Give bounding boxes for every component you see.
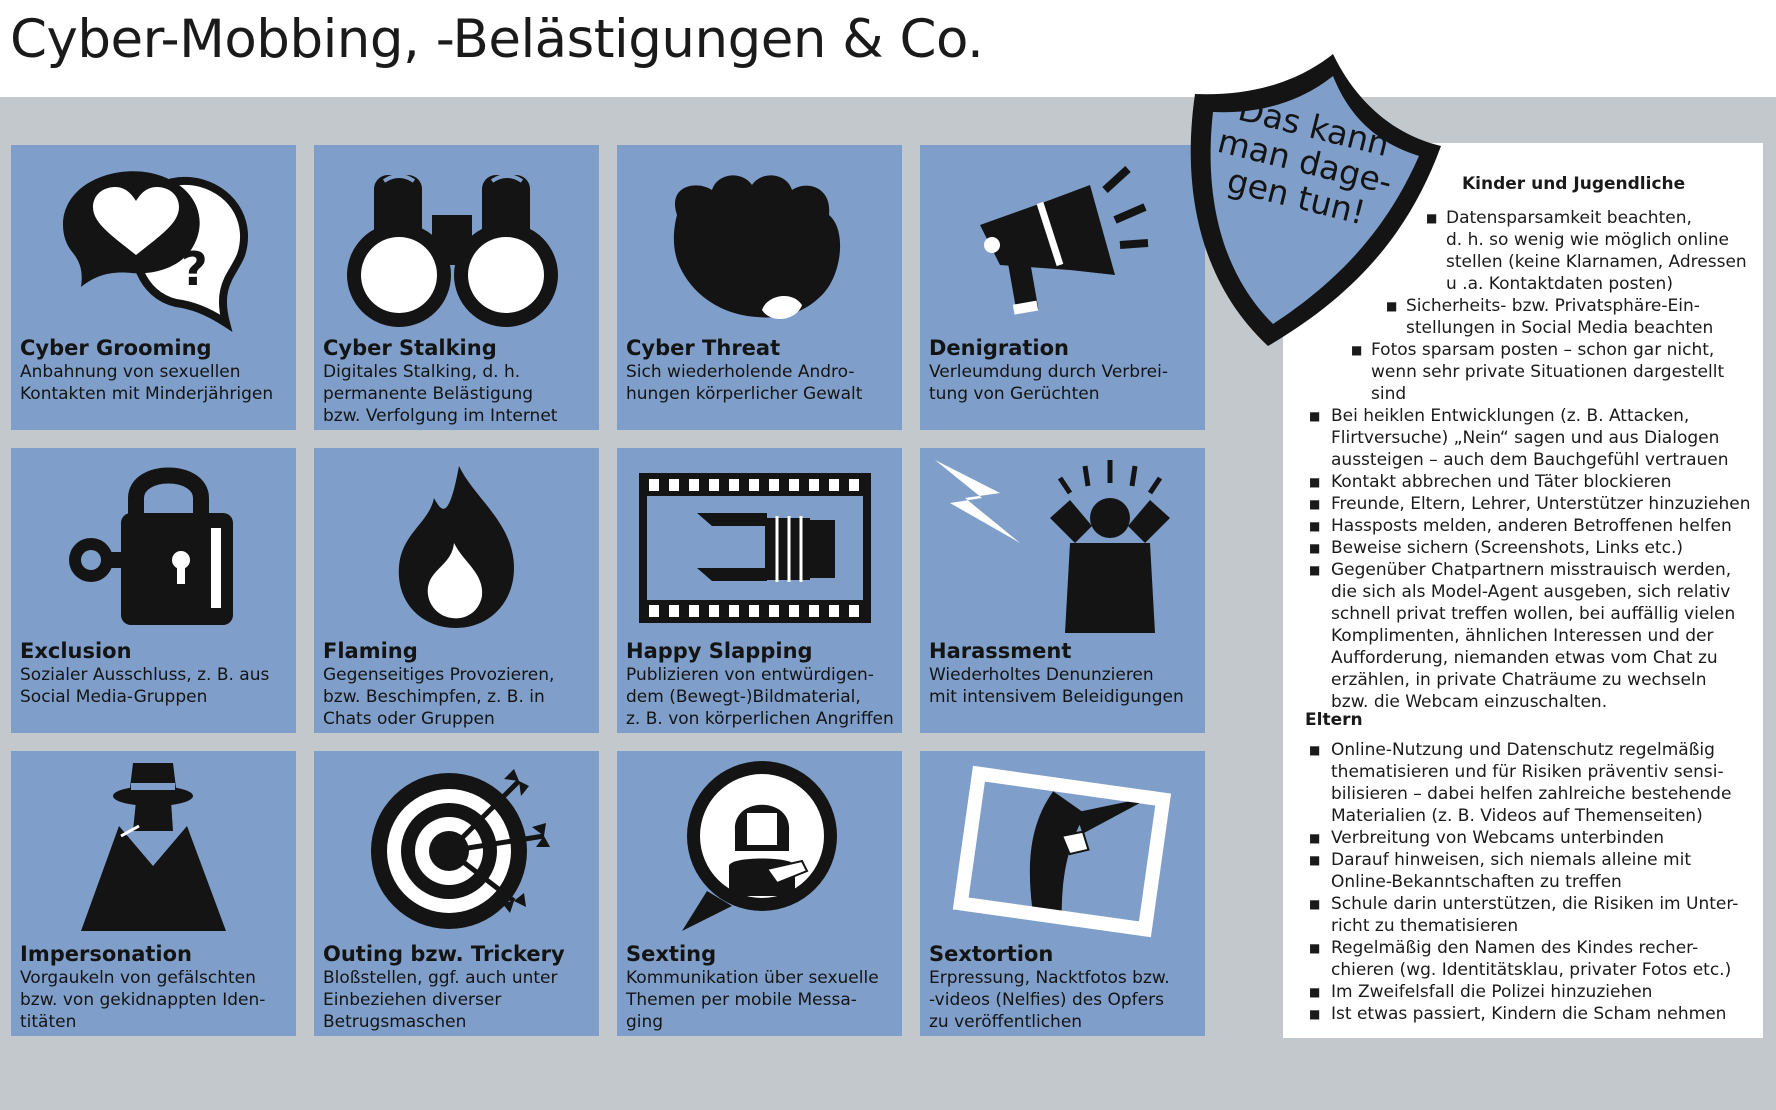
bullet-icon: ■ [1351, 343, 1363, 357]
tile-description: Sich wiederholende Andro- hungen körperlicher Gewalt [626, 362, 863, 404]
bullet-icon: ■ [1309, 563, 1321, 577]
tile-title: Exclusion [20, 639, 132, 663]
spy-hat-coat-icon [11, 751, 296, 951]
bullet-icon: ■ [1386, 299, 1398, 313]
bullet-icon: ■ [1309, 897, 1321, 911]
bullet-icon: ■ [1309, 409, 1321, 423]
tile-flaming [314, 448, 599, 733]
photo-touching-icon [920, 751, 1205, 951]
speech-bubbles-heart-question-icon [11, 145, 296, 345]
tile-impersonation [11, 751, 296, 1036]
list-item [1309, 537, 1761, 559]
speech-bubble-woman-icon [617, 751, 902, 951]
list-item [1309, 515, 1761, 537]
target-arrows-icon [314, 751, 599, 951]
tile-title: Sexting [626, 942, 717, 966]
tile-title: Flaming [323, 639, 418, 663]
tile-description: Bloßstellen, ggf. auch unter Einbeziehen diverser Betrugsmaschen [323, 968, 558, 1032]
bullet-icon: ■ [1309, 831, 1321, 845]
bullet-icon: ■ [1309, 853, 1321, 867]
bullet-icon: ■ [1309, 541, 1321, 555]
bullet-icon: ■ [1426, 211, 1438, 225]
tile-harassment [920, 448, 1205, 733]
list-item [1309, 471, 1761, 493]
tile-title: Outing bzw. Trickery [323, 942, 565, 966]
list-item-text: Gegenüber Chatpartnern misstrauisch werden, die sich als Model-Agent ausgeben, sich relativ schnell privat treffen wollen, bei auffällig vielen Komplimenten, ähnlichen Interessen und der Aufforderung, niemanden etwas vom Chat zu erzählen, in private Chaträume zu wechseln bzw. die Webcam einzuschalten. [1331, 560, 1736, 712]
bullet-icon: ■ [1309, 743, 1321, 757]
flame-icon [314, 448, 599, 648]
tile-description: Digitales Stalking, d. h. permanente Belästigung bzw. Verfolgung im Internet [323, 362, 558, 426]
tile-title: Sextortion [929, 942, 1054, 966]
tile-description: Vorgaukeln von gefälschten bzw. von gekidnappten Iden- titäten [20, 968, 266, 1032]
tile-description: Publizieren von entwürdigen- dem (Bewegt-)Bildmaterial, z. B. von körperlichen Angriffen [626, 665, 894, 729]
tile-denigration [920, 145, 1205, 430]
list-item [1309, 559, 1761, 713]
tile-title: Cyber Stalking [323, 336, 497, 360]
parents-list [1309, 739, 1761, 1025]
tile-sexting [617, 751, 902, 1036]
list-item-text: Schule darin unterstützen, die Risiken im Unter- richt zu thematisieren [1331, 894, 1739, 936]
megaphone-icon [920, 145, 1205, 345]
list-item [1309, 849, 1761, 893]
padlock-key-icon [11, 448, 296, 648]
tile-description: Kommunikation über sexuelle Themen per mobile Messa- ging [626, 968, 879, 1032]
tile-description: Sozialer Ausschluss, z. B. aus Social Media-Gruppen [20, 665, 270, 707]
list-item-text: Ist etwas passiert, Kindern die Scham nehmen [1331, 1004, 1727, 1024]
list-item-text: Sicherheits- bzw. Privatsphäre-Ein- stellungen in Social Media beachten [1406, 296, 1714, 338]
list-item-text: Verbreitung von Webcams unterbinden [1331, 828, 1665, 848]
list-item-text: Datensparsamkeit beachten, d. h. so wenig wie möglich online stellen (keine Klarnamen, Adressen u .a. Kontaktdaten posten) [1446, 208, 1747, 294]
list-item-text: Hassposts melden, anderen Betroffenen helfen [1331, 516, 1732, 536]
binoculars-icon [314, 145, 599, 345]
tile-outing-trickery [314, 751, 599, 1036]
tile-cyber-grooming [11, 145, 296, 430]
list-item [1309, 1003, 1761, 1025]
list-item [1309, 493, 1761, 515]
tile-description: Gegenseitiges Provozieren, bzw. Beschimpfen, z. B. in Chats oder Gruppen [323, 665, 555, 729]
tile-title: Denigration [929, 336, 1069, 360]
tile-happy-slapping [617, 448, 902, 733]
tile-description: Verleumdung durch Verbrei- tung von Gerüchten [929, 362, 1168, 404]
tile-title: Happy Slapping [626, 639, 813, 663]
stressed-person-lightning-icon [920, 448, 1205, 648]
bullet-icon: ■ [1309, 1007, 1321, 1021]
kids-section-title: Kinder und Jugendliche [1462, 174, 1686, 194]
list-item-text: Regelmäßig den Namen des Kindes recher- chieren (wg. Identitätsklau, privater Fotos etc.) [1331, 938, 1732, 980]
fist-icon [617, 145, 902, 345]
list-item [1309, 827, 1761, 849]
list-item-text: Online-Nutzung und Datenschutz regelmäßig thematisieren und für Risiken präventiv sensi- bilisieren – dabei helfen zahlreiche bestehende Materialien (z. B. Videos auf Themenseiten) [1331, 740, 1732, 826]
list-item-text: Beweise sichern (Screenshots, Links etc.) [1331, 538, 1683, 558]
list-item-text: Darauf hinweisen, sich niemals alleine mit Online-Bekanntschaften zu treffen [1331, 850, 1691, 892]
svg-text:?: ? [181, 242, 208, 296]
tile-exclusion [11, 448, 296, 733]
tile-cyber-threat [617, 145, 902, 430]
list-item-text: Freunde, Eltern, Lehrer, Unterstützer hinzuziehen [1331, 494, 1751, 514]
tile-cyber-stalking [314, 145, 599, 430]
page-title: Cyber-Mobbing, -Belästigungen & Co. [10, 9, 984, 70]
tile-description: Anbahnung von sexuellen Kontakten mit Minderjährigen [20, 362, 274, 404]
bullet-icon: ■ [1309, 985, 1321, 999]
list-item-text: Bei heiklen Entwicklungen (z. B. Attacken, Flirtversuche) „Nein“ sagen und aus Dialogen aussteigen – auch dem Bauchgefühl vertrauen [1331, 406, 1729, 470]
list-item-text: Kontakt abbrechen und Täter blockieren [1331, 472, 1672, 492]
bullet-icon: ■ [1309, 941, 1321, 955]
list-item [1309, 937, 1761, 981]
tile-title: Cyber Grooming [20, 336, 212, 360]
shield-text: Das kann man dage- gen tun! [1213, 89, 1397, 233]
parents-section-title: Eltern [1305, 710, 1363, 730]
tile-description: Erpressung, Nacktfotos bzw. -videos (Nelfies) des Opfers zu veröffentlichen [929, 968, 1170, 1032]
tile-sextortion [920, 751, 1205, 1036]
bullet-icon: ■ [1309, 475, 1321, 489]
list-item [1309, 893, 1761, 937]
bullet-icon: ■ [1309, 519, 1321, 533]
list-item-text: Im Zweifelsfall die Polizei hinzuziehen [1331, 982, 1653, 1002]
tile-title: Harassment [929, 639, 1072, 663]
tile-description: Wiederholtes Denunzieren mit intensivem Beleidigungen [929, 665, 1184, 707]
tile-title: Cyber Threat [626, 336, 781, 360]
film-strip-hands-icon [617, 448, 902, 648]
tile-title: Impersonation [20, 942, 192, 966]
bullet-icon: ■ [1309, 497, 1321, 511]
list-item-text: Fotos sparsam posten – schon gar nicht, wenn sehr private Situationen dargestellt sind [1371, 340, 1725, 404]
list-item [1309, 739, 1761, 827]
list-item [1309, 981, 1761, 1003]
list-item [1309, 405, 1761, 471]
